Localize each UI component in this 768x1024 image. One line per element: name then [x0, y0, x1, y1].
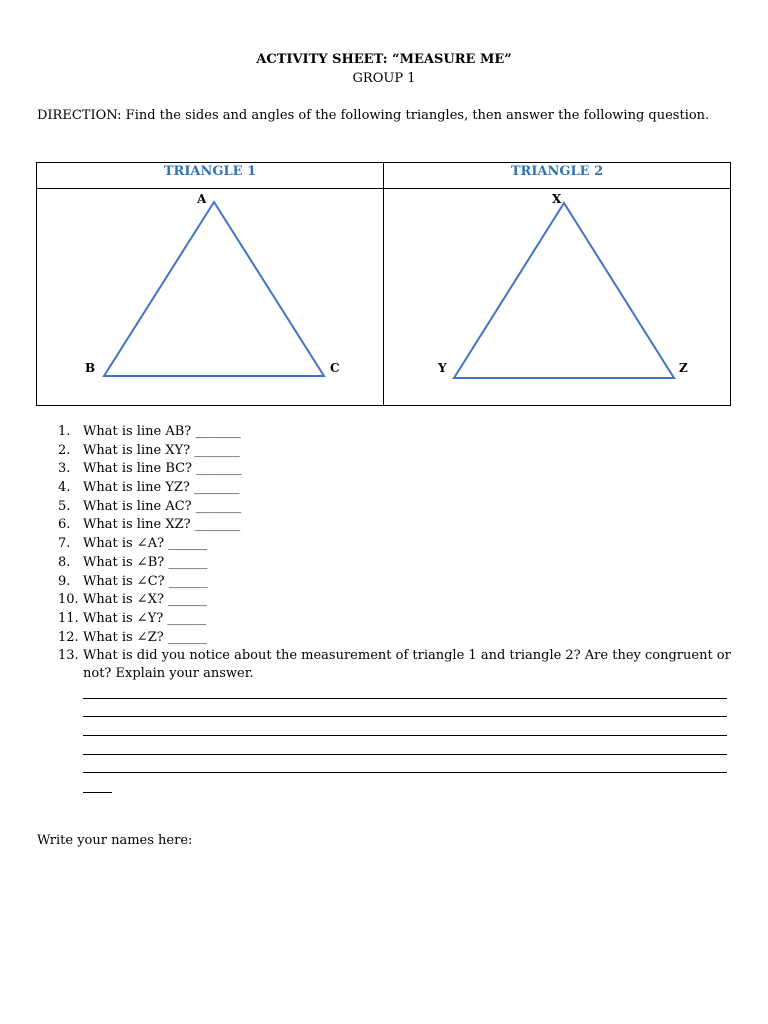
question-item: 9. What is ∠C? ______	[58, 573, 208, 589]
vertex-a-label: A	[197, 192, 207, 206]
question-list	[58, 423, 738, 683]
answer-line[interactable]	[83, 754, 727, 755]
question-item: 6. What is line XZ? _______	[58, 517, 241, 533]
triangle-1-shape	[104, 202, 324, 376]
answer-line[interactable]	[83, 698, 727, 699]
vertex-c-label: C	[330, 361, 340, 375]
question-item: 1. What is line AB? _______	[58, 424, 241, 439]
question-13: 13. What is did you notice about the measurement of triangle 1 and triangle 2? Are they congruent or not? Explain your answer.	[58, 648, 731, 682]
triangles-table	[36, 162, 731, 406]
triangle-2-shape	[454, 203, 674, 378]
vertex-b-label: B	[85, 361, 96, 375]
names-label: Write your names here:	[37, 833, 193, 848]
vertex-y-label: Y	[438, 361, 447, 375]
triangle-1-heading: TRIANGLE 1	[37, 163, 384, 189]
triangle-2-figure	[384, 189, 730, 405]
question-item: 7. What is ∠A? ______	[58, 536, 208, 552]
question-item: 4. What is line YZ? _______	[58, 480, 240, 496]
group-label: GROUP 1	[352, 71, 416, 86]
question-item: 5. What is line AC? _______	[58, 498, 242, 514]
vertex-x-label: X	[552, 192, 562, 206]
question-item: 12. What is ∠Z? ______	[58, 629, 207, 645]
worksheet-title: ACTIVITY SHEET: “MEASURE ME”	[256, 52, 512, 67]
question-item: 3. What is line BC? _______	[58, 461, 242, 477]
answer-line[interactable]	[83, 772, 727, 773]
triangle-1-figure	[37, 189, 383, 405]
question-item: 11. What is ∠Y? ______	[58, 610, 207, 626]
answer-line[interactable]	[83, 735, 727, 736]
triangle-2-heading: TRIANGLE 2	[384, 163, 731, 189]
answer-line-end[interactable]	[83, 792, 112, 793]
direction-text: DIRECTION: Find the sides and angles of the following triangles, then answer the following question.	[37, 108, 710, 123]
answer-line[interactable]	[83, 716, 727, 717]
vertex-z-label: Z	[679, 361, 688, 375]
triangle-2-cell	[384, 189, 731, 406]
question-item: 2. What is line XY? _______	[58, 442, 240, 458]
question-item: 10. What is ∠X? ______	[58, 592, 208, 608]
triangle-1-cell	[37, 189, 384, 406]
question-item: 8. What is ∠B? ______	[58, 554, 208, 570]
